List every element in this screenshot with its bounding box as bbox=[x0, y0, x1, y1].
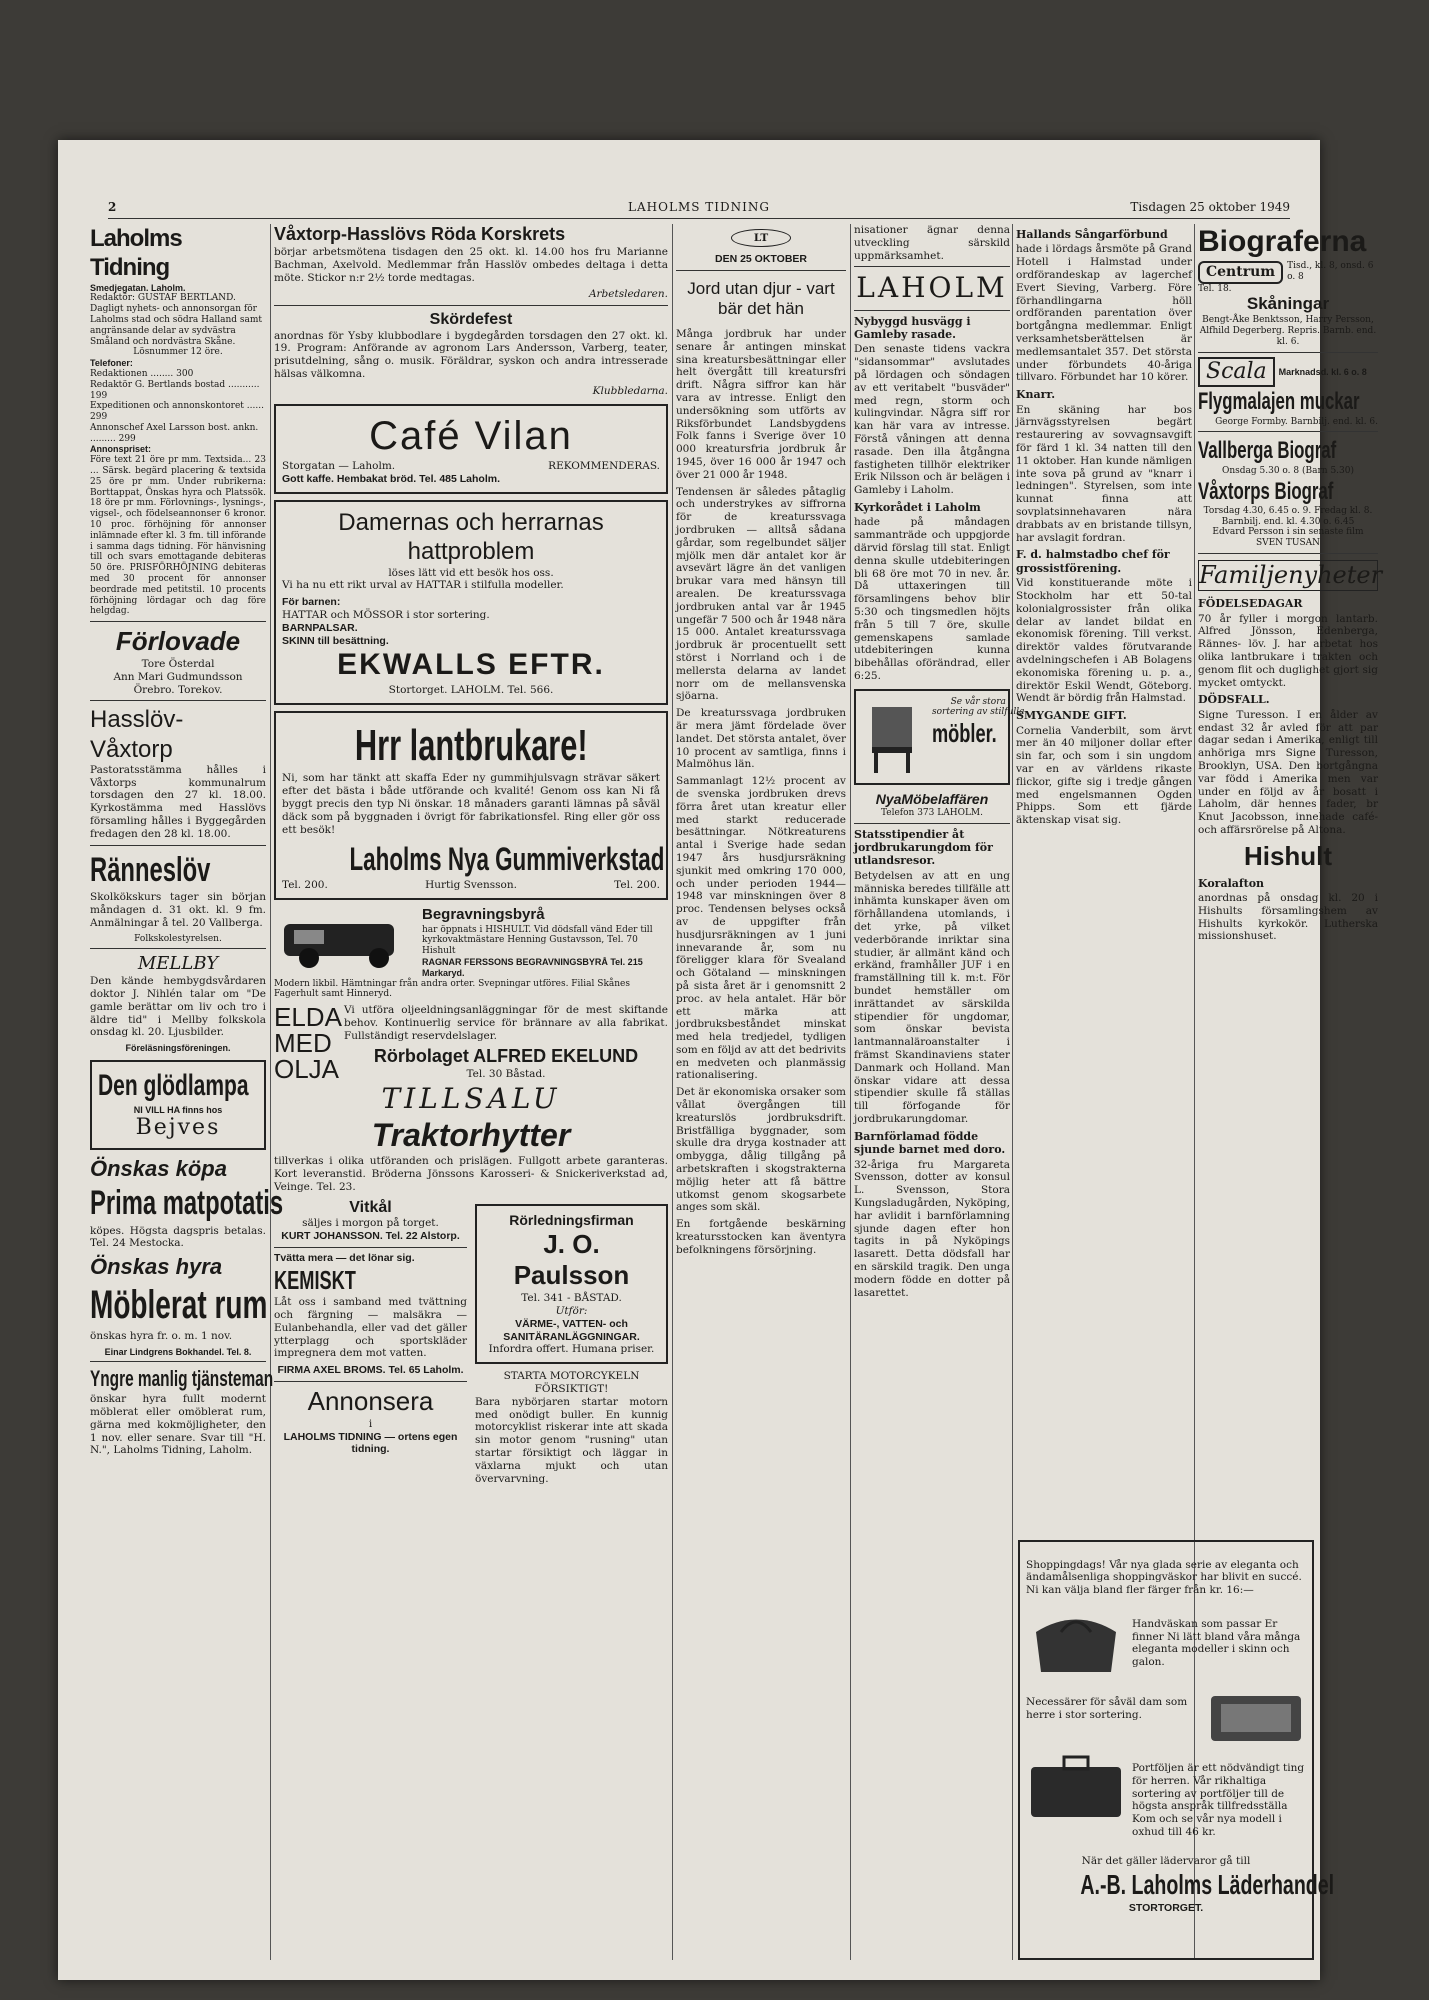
lt-logo: LT bbox=[731, 229, 791, 247]
column-3 bbox=[676, 224, 846, 1261]
family-heading: Familjenyheter bbox=[1198, 560, 1378, 591]
film-cast: George Formby. Barnbilj. end. kl. 6. bbox=[1215, 416, 1378, 427]
lt-date: DEN 25 OKTOBER bbox=[715, 252, 807, 265]
article-title: F. d. halmstadbo chef för grossistförening. bbox=[1016, 548, 1170, 575]
rent-sign: Einar Lindgrens Bokhandel. Tel. 8. bbox=[104, 1346, 252, 1357]
church-text: börjar arbetsmötena tisdagen den 25 okt. kl. 14.00 hos fru Marianne Bachman, Axelvold. Medlemmar från Hasslöv ombedes deltaga i detta möte. Stickor n:r 2½ torde medtagas. bbox=[274, 245, 668, 284]
column-5 bbox=[1016, 224, 1192, 831]
oil-shop: Rörbolaget ALFRED EKELUND bbox=[373, 1046, 639, 1067]
necessaire-text: Necessärer för såväl dam som herre i stor sortering. bbox=[1026, 1696, 1188, 1721]
hat-shop: EKWALLS EFTR. bbox=[337, 648, 605, 682]
pipe-tel: Tel. 341 - BÅSTAD. bbox=[521, 1292, 622, 1305]
lamp-text: NI VILL HA finns hos bbox=[133, 1104, 223, 1115]
mellby-text: Den kände hembygdsvårdaren doktor J. Nihlén talar om "De gamle berättar om liv och tro i äldre tid" i Mellby folkskola onsdag kl. 20. Ljusbilder. bbox=[90, 975, 266, 1039]
newspaper-page bbox=[58, 140, 1383, 1980]
ranneslov-sign: Folkskolestyrelsen. bbox=[134, 933, 222, 944]
church-title: Våxtorp-Hasslövs Röda Korskrets bbox=[274, 224, 566, 244]
continued-text: nisationer ägnar denna utveckling särskild uppmärksamhet. bbox=[854, 224, 1010, 262]
chair-icon bbox=[862, 697, 932, 777]
ranneslov-title: Ränneslöv bbox=[90, 850, 211, 889]
column-1 bbox=[90, 224, 284, 1461]
furniture-tel: Telefon 373 LAHOLM. bbox=[880, 807, 984, 818]
page-header bbox=[108, 200, 1290, 219]
ann-title: Annonsera bbox=[307, 1386, 434, 1417]
film-title: Flygmalajen muckar bbox=[1198, 388, 1360, 416]
paper-name: LAHOLMS TIDNING bbox=[628, 200, 770, 214]
oil-tel: Tel. 30 Båstad. bbox=[466, 1068, 546, 1081]
hearse-icon bbox=[274, 906, 414, 976]
harvest-title: Skördefest bbox=[429, 311, 513, 329]
article-title: Statsstipendier åt jordbrukarungdom för utlandsresor. bbox=[854, 827, 993, 868]
harvest-text: anordnas för Ysby klubbodlare i bygdegården torsdagen den 27 okt. kl. 19. Program: Anförande av agronom Lars Andersson, Varberg, teater, prisutdelning, sång o. musik. Föräldrar, syskon och andra intresserade hälsas välkomna. bbox=[274, 329, 668, 381]
vit-title: Vitkål bbox=[349, 1198, 392, 1216]
article-title: Knarr. bbox=[1016, 388, 1056, 402]
pipe-foot: Infordra offert. Humana priser. bbox=[488, 1343, 655, 1356]
engagement-name: Tore Österdal bbox=[141, 657, 215, 670]
cinema-time: Onsdag 5.30 o. 8 (Barn 5.30) bbox=[1221, 465, 1354, 476]
ann-shop: LAHOLMS TIDNING — ortens egen tidning. bbox=[283, 1430, 458, 1456]
cafe-line: Gott kaffe. Hembakat bröd. Tel. 485 Laholm. bbox=[282, 473, 501, 486]
article-text: hade på måndagen sammanträde och uppgjorde därvid förslag till stat. Enligt denna skulle utdebiteringen bli 68 öre mot 70 in nev. år. Då uttaxeringen till församlingens behov blir 5:30 och tingsmedlen höjts från 5 till 7 öre, skulle gemenskapens samlade utdebiteringen kunna bibehållas oförändrad, eller 6:25. bbox=[854, 516, 1010, 682]
article-para: Många jordbruk har under senare år antingen minskat sina kreatursbesättningar eller helt övergått till kreatursfri drift. Några siffror kan här vara av intresse. Enligt den undersökning som utförts av Riksförbundet Landsbygdens Folk fanns i Sverige över 10 000 kreatursfria jordbruk år 1945, över 16 000 år 1947 och över 21 000 år 1948. bbox=[676, 328, 846, 481]
hasslov-text: Pastoratsstämma hålles i Våxtorps kommunalrum torsdagen den 27 kl. 18.00. Kyrkostämma med Hasslövs församling hålles i Byggegården fredagen den 28 kl. 18.00. bbox=[90, 763, 266, 840]
vit-shop: KURT JOHANSSON. Tel. 22 Alstorp. bbox=[281, 1229, 460, 1242]
article-title: Kyrkorådet i Laholm bbox=[854, 500, 981, 514]
ann-sub: i bbox=[368, 1417, 373, 1430]
masthead: Laholms Tidning bbox=[90, 225, 182, 282]
portfolio-text: Portföljen är ett nödvändigt ting för herren. Vår rikhaltiga sortering av portföljer till de högsta anspråk tillfredsställa Kom och se vår nya modell i oxhud till 46 kr. bbox=[1132, 1762, 1305, 1839]
farm-title: Hrr lantbrukare! bbox=[354, 720, 588, 770]
issue-date: Tisdagen 25 oktober 1949 bbox=[1130, 200, 1290, 214]
column-4 bbox=[854, 224, 1025, 1303]
pipe-items: VÄRME-, VATTEN- och SANITÄRANLÄGGNINGAR. bbox=[503, 1317, 640, 1343]
ad-prices: Före text 21 öre pr mm. Textsida... 23 ... Särsk. begärd placering & textsida 25 öre pr mm. Under rubrikerna: Borttappat, Önskas hyra och Platssök. 18 öre pr mm. Förlovnings-, lysnings-, vigsel-, och födelseannonser 6 kronor. 10 proc. förhöjning för annonser inlämnade efter kl. 3 fm. till införande i samma dags tidning. För hänvisning till och svars emottagande debiteras 50 öre. PRISFÖRHÖJNING debiteras med 30 procent för annonser beordrade med petitstil. 10 procents förhöjning lördagar och dag före helgdag. bbox=[90, 455, 266, 617]
furniture-shop: NyaMöbelaffären bbox=[875, 790, 989, 807]
funeral-title: Begravningsbyrå bbox=[422, 906, 545, 924]
ranneslov-text: Skolkökskurs tager sin början måndagen d. 31 okt. kl. 9 fm. Anmälningar å tel. 20 Vallberga. bbox=[90, 891, 266, 929]
centrum-logo: Centrum bbox=[1198, 261, 1283, 284]
article-para: En fortgående beskärning kreatursstocken kan äventyra befolkningens försörjning. bbox=[676, 1218, 846, 1256]
article-text: Betydelsen av att en ung människa beredes tillfälle att inhämta kunskaper även om förhållandena utomlands, i det yrke, på vilket vederbörande inriktar sina studier, är allmänt känd och erkänd, framhåller JUF i en framställning till k. m:t. För bundet hemställer om inrättandet av särskilda stipendier för ungdomar, som önskar bevista lantmannaläroanstalter i främst Skandinaviens stater Danmark och Holland. Man önskar vidare att dessa stipendier skulle få ställas till förfogande för jordbrukarungdomar. bbox=[854, 869, 1010, 1125]
hat-title: Damernas och herrarnas hattproblem bbox=[338, 509, 604, 566]
case-icon bbox=[1206, 1686, 1306, 1746]
hishult-title: Hishult bbox=[1243, 840, 1333, 871]
article-title: DÖDSFALL. bbox=[1198, 693, 1270, 707]
cafe-recommend: REKOMMENDERAS. bbox=[548, 460, 660, 473]
section-laholm: LAHOLM bbox=[856, 271, 1008, 305]
article-title: Hallands Sångarförbund bbox=[1016, 228, 1168, 241]
leather-sub: STORTORGET. bbox=[1128, 1902, 1204, 1915]
farm-text: Ni, som har tänkt att skaffa Eder ny gummihjulsvagn strävar säkert efter det bästa i både utförande och kvalité! Genom oss kan Ni få byggt precis den typ Ni önskar. 18 månaders garanti lämnas på såväl däck som på byggnaden i övrigt för fabrikationsfel. Ring eller gör oss ett besök! bbox=[282, 772, 660, 836]
article-text: Signe Turesson. I en ålder av endast 32 år avled för att par dagar sedan i Amerika, enligt till anhöriga mrs Signe Turesson, Brooklyn, USA. Den bortgångna var född i Amerika men var under en följd av år bosatt i Laholm, där hennes fader, br Knut Jacobsson, innehade café- och affärsrörelse på Altona. bbox=[1198, 708, 1378, 837]
article-para: Tendensen är således påtaglig och understrykes av siffrorna för de kreaturssvaga jordbruken — alltså sådana gårdar, som regelbundet säljer mjölk men där antalet kor är avsevärt lägre än det vanligen brukar vara med hänsyn till arealen. De kreaturssvaga jordbruken antal var år 1945 ungefär 7 500 och år 1948 nära 15 000. Antalet kreaturssvaga jordbruk är procentuellt sett störst i Norrland och i de mellersta delarna av landet norr om de mellansvenska sjöarna. bbox=[676, 485, 846, 703]
engagement-place: Örebro. Torekov. bbox=[133, 683, 223, 696]
scala-days: Marknadsd. kl. 6 o. 8 bbox=[1278, 366, 1367, 377]
hat-foot: Stortorget. LAHOLM. Tel. 566. bbox=[388, 683, 554, 696]
young-title: Yngre manlig tjänsteman bbox=[90, 1366, 274, 1392]
young-text: önskar hyra fullt modernt möblerat eller omöblerat rum, gärna med kokmöjligheter, den 1 nov. eller senare. Svar till "H. N.", Laholms Tidning, Laholm. bbox=[90, 1393, 266, 1457]
hasslov-title: Hasslöv-Våxtorp bbox=[90, 706, 184, 763]
rent-big: Möblerat rum bbox=[90, 1282, 268, 1327]
wash-title: Tvätta mera — det lönar sig. bbox=[274, 1251, 415, 1264]
address: Smedjegatan. Laholm. bbox=[90, 282, 186, 293]
bio-title: Biograferna bbox=[1198, 225, 1367, 258]
farm-shop: Laholms Nya Gummiverkstad bbox=[349, 841, 665, 878]
centrum-tel: Tel. 18. bbox=[1198, 283, 1232, 294]
furniture-text: Se vår stora sortering av stilfulla bbox=[932, 696, 1025, 718]
sale-text: tillverkas i olika utföranden och prislägen. Fullgott arbete garanteras. Kort leveranstid. Bröderna Jönssons Karosseri- & Snickeriverkstad ad, Veinge. Tel. 23. bbox=[274, 1155, 668, 1193]
leather-shop: A.-B. Laholms Läderhandel bbox=[1080, 1869, 1335, 1901]
article-para: De kreaturssvaga jordbruken är mera jämt fördelade över landet. Det största antalet, över 10 procent av samtliga, finns i Malmöhus län. bbox=[676, 707, 847, 771]
pipe-sub: Utför: bbox=[555, 1304, 588, 1317]
mellby-title: MELLBY bbox=[137, 953, 219, 975]
oil-word: OLJA bbox=[274, 1054, 340, 1085]
film-cast: Bengt-Åke Benktsson, Harry Persson, Alfhild Degerberg. Repris. Barnb. end. kl. 6. bbox=[1199, 315, 1377, 347]
engagement-title: Förlovade bbox=[115, 626, 241, 657]
farm-owner: Hurtig Svensson. bbox=[425, 879, 517, 892]
article-text: Den senaste tidens vackra "sidansommar" avslutades på lördagen och söndagen av ett veritabelt "busväder" med regn, storm och kulingvindar. Några siff ror kan här vara av intresse. Förstå våningen att denna rasade. Den illa åtgångna fastigheten tillhör elektriker Erik Nilsson och är belägen i Gamleby i Laholm. bbox=[854, 343, 1010, 497]
vit-text: säljes i morgon på torget. bbox=[302, 1217, 439, 1230]
harvest-sign: Klubbledarna. bbox=[592, 384, 668, 397]
article-title: Koralafton bbox=[1198, 876, 1265, 890]
church-sign: Arbetsledaren. bbox=[588, 288, 668, 301]
article-text: 32-åriga fru Margareta Svensson, dotter av konsul L. Svensson, Stora Kungsladugården, Nyköping, har avlidit i barnförlamning sjunde dagen efter hon tagits in på Nyköpings lasarett. Detta dödsfall har en särskild tragik. Den unga modern födde en dotter på lasarettet. bbox=[854, 1158, 1010, 1299]
rent-title: Önskas hyra bbox=[90, 1254, 223, 1280]
engagement-name: Ann Mari Gudmundsson bbox=[113, 670, 243, 683]
phones-heading: Telefoner: bbox=[90, 358, 133, 369]
article-title: Nybyggd husvägg i Gamleby rasade. bbox=[854, 314, 971, 341]
centrum-days: Tisd., kl. 8, onsd. 6 o. 8 bbox=[1287, 261, 1374, 283]
cinema-vallberga: Vallberga Biograf bbox=[1198, 437, 1337, 465]
wash-shop: FIRMA AXEL BROMS. Tel. 65 Laholm. bbox=[277, 1364, 464, 1377]
farm-tel: Tel. 200. bbox=[614, 879, 660, 892]
hat-text: Vi ha nu ett rikt urval av HATTAR i stilfulla modeller. bbox=[282, 579, 564, 592]
mellby-sign: Föreläsningsföreningen. bbox=[125, 1043, 231, 1054]
film-title: Skåningar bbox=[1246, 294, 1330, 314]
briefcase-icon bbox=[1026, 1752, 1126, 1822]
moto-title: STARTA MOTORCYKELN FÖRSIKTIGT! bbox=[503, 1370, 640, 1395]
oil-text: Vi utföra oljeeldningsanläggningar för de mest skiftande behov. Kontinuerlig service för brännare av alla fabrikat. Fullständigt reservdelslager. bbox=[344, 1004, 668, 1042]
funeral-car: Modern likbil. Hämtningar från andra orter. Svepningar utföres. Filial Skånes Fagerhult samt Hinneryd. bbox=[274, 978, 631, 1000]
phone-line: Annonschef Axel Larsson bost. ankn. ......... 299 bbox=[90, 422, 259, 444]
column-6 bbox=[1198, 224, 1383, 947]
article-text: Vid konstituerande möte i Stockholm har ett 50-tal kolonialgrossister från olika delar av landet bildat en ekonomisk förening. Till verkst. direktör valdes förutvarande avdelningschefen i AB Bolagens ekonomiska förening u. p. a., direktör Eskil Wendt, Göteborg. Wendt är bördig från Halmstad. bbox=[1016, 577, 1192, 705]
wash-text: Låt oss i samband med tvättning och färgning — malsäkra — Eulanbehandla, eller vad det gäller ytterplagg och sportskläder impregnera dem mot vatten. bbox=[274, 1296, 467, 1360]
lamp-title: Den glödlampa bbox=[98, 1069, 249, 1103]
phone-line: Redaktör G. Bertlands bostad ........... 199 bbox=[90, 379, 260, 401]
article-head: Jord utan djur - vart bär det hän bbox=[687, 278, 835, 319]
sale-title: TILLSALU bbox=[381, 1082, 561, 1116]
article-para: Sammanlagt 12½ procent av de svenska jordbruken drevs förra året utan kreatur eller med starkt reducerade besättningar. Nötkreaturens antal i Sverige hade sedan 1947 års husdjursräkning sjunkit med omkring 170 000, och under perioden 1944—1948 var minskningen över 8 proc. Tendensen belyses också av de uppgifter från husdjursräkningen av 1 juni innevarande år, som nu föreligger klara för Svealand och Götaland — minskningen på sista året är i genomsnitt 2 proc. av hela antalet. Här bör ett märka att jordbruksbeståndet minskat med hela tredjedel, tydligen som en följd av att det bedrivits en medveten och planmässig rationalisering. bbox=[676, 775, 846, 1082]
cinema-film: Edvard Persson i sin senaste film SVEN TUSAN bbox=[1212, 527, 1364, 549]
cinema-time: Torsdag 4.30, 6.45 o. 9. Fredag kl. 8. Barnbilj. end. kl. 4.30 o. 6.45 bbox=[1203, 505, 1373, 527]
scala-logo: Scala bbox=[1198, 357, 1275, 388]
cafe-title: Café Vilan bbox=[369, 413, 573, 458]
rent-text: önskas hyra fr. o. m. 1 nov. bbox=[90, 1329, 233, 1342]
page-number: 2 bbox=[108, 200, 117, 214]
hat-item: HATTAR och MÖSSOR i stor sortering. bbox=[282, 608, 490, 621]
funeral-text: har öppnats i HISHULT. Vid dödsfall vänd Eder till kyrkovaktmästare Henning Gustavsson, Tel. 70 Hishult bbox=[422, 924, 653, 957]
price: Lösnummer 12 öre. bbox=[133, 347, 223, 358]
buy-text: köpes. Högsta dagspris betalas. Tel. 24 Mestocka. bbox=[90, 1224, 266, 1250]
funeral-shop: RAGNAR FERSSONS BEGRAVNINGSBYRÅ Tel. 215 Markaryd. bbox=[422, 956, 643, 978]
article-text: En skäning har bos järnvägsstyrelsen begärt restaurering av sovvagnsavgift för färd 1 kl. 34 natten till den 11 oktober. Han kunde nämligen inte sova på grund av "knarr i ledningen". Styrelsen, som inte kunnat finna att sovplatsinnehavaren nära drabbats av en bristande tillsyn, har avslagit fordran. bbox=[1016, 403, 1192, 544]
oil-word: ELDA bbox=[274, 1002, 342, 1033]
article-title: Barnförlamad födde sjunde barnet med doro. bbox=[854, 1129, 1006, 1157]
paper-info: Redaktör: GUSTAF BERTLAND. Dagligt nyhets- och annonsorgan för Laholms stad och södra Halland samt angränsande delar av sydvästra Småland och nordvästra Skåne. bbox=[90, 293, 263, 347]
buy-title: Önskas köpa bbox=[90, 1156, 227, 1182]
article-text: 70 år fyller i morgon lantarb. Alfred Jönsson, Edenberga, Rännes- löv. J. har arbetat hos olika lantbrukare i trakten och genom flit och duglighet gjort sig mycket omtyckt. bbox=[1198, 612, 1378, 689]
article-text: Cornelia Vanderbilt, som ärvt mer än 40 miljoner dollar efter sin far, och som i sin ungdom var en av världens rikaste flickor, gifte sig i tredje gången med engelsmannen Ogden Phipps. Som ett fjärde äktenskap visat sig. bbox=[1016, 724, 1192, 827]
hat-item: BARNPALSAR. bbox=[282, 621, 358, 634]
shop-text: Shoppingdags! Vår nya glada serie av eleganta och ändamålsenliga shoppingväskor har blivit en succé. Ni kan välja bland fler färger från kr. 16:— bbox=[1026, 1558, 1302, 1597]
hat-item: SKINN till besättning. bbox=[282, 634, 389, 647]
article-title: SMYGANDE GIFT. bbox=[1016, 709, 1127, 723]
cinema-vaxtorp: Våxtorps Biograf bbox=[1198, 477, 1334, 505]
prices-heading: Annonspriset: bbox=[90, 444, 152, 455]
article-text: anordnas på onsdag kl. 20 i Hishults församlingshem av Hishults kyrkokör. Lutherska missionshuset. bbox=[1198, 891, 1378, 943]
phone-line: Redaktionen ........ 300 bbox=[90, 368, 194, 379]
article-title: FÖDELSEDAGAR bbox=[1198, 597, 1303, 611]
hat-kids: För barnen: bbox=[282, 596, 341, 609]
article-text: hade i lördags årsmöte på Grand Hotell i Halmstad under ordförandeskap av lagerchef Evert Sieving, Varberg. Före förhandlingarna höll ordföranden parentation över bortgångna medlemmar. Enligt verksamhetsberättelsen är medlemsantalet 357. Det största under förbundets 40-åriga tillvaro. Förbundet har 10 körer. bbox=[1016, 243, 1192, 384]
farm-tel: Tel. 200. bbox=[282, 879, 328, 892]
handbag-icon bbox=[1026, 1607, 1126, 1677]
buy-big: Prima matpotatis bbox=[90, 1184, 284, 1223]
pipe-big: J. O. Paulsson bbox=[513, 1228, 630, 1291]
bag-text: Handväskan som passar Er finner Ni lätt bland våra många eleganta modeller i skinn och galon. bbox=[1132, 1617, 1301, 1669]
lamp-shop: Bejves bbox=[135, 1115, 221, 1141]
pipe-title: Rörledningsfirman bbox=[509, 1211, 634, 1228]
leather-ad bbox=[1018, 1540, 1335, 1960]
cafe-address: Storgatan — Laholm. bbox=[282, 460, 396, 473]
oil-word: MED bbox=[274, 1028, 332, 1059]
moto-text: Bara nybörjaren startar motorn med onödigt buller. En kunnig motorcyklist riskerar inte att skada sin motor genom "rusning" utan startar försiktigt och läggar in växlarna mjukt och utan övervarvning. bbox=[475, 1395, 668, 1485]
portfolio-foot: När det gäller lädervaror gå till bbox=[1081, 1855, 1251, 1868]
phone-line: Expeditionen och annonskontoret ...... 299 bbox=[90, 401, 264, 423]
furniture-big: möbler. bbox=[932, 718, 997, 749]
column-2 bbox=[274, 224, 668, 1489]
article-para: Det är ekonomiska orsaker som vållat övergången till kreaturslös jordbruksdrift. Bristfälliga byggnader, som skulle dra dryga kostnader att ombygga, dålig tillgång på arbetskraften i skogstrakterna möjlig heter att få bättre utkomst genom skogsarbete anges som skäl. bbox=[676, 1086, 846, 1214]
wash-big: KEMISKT bbox=[274, 1264, 356, 1295]
sale-big: Traktorhytter bbox=[371, 1117, 571, 1154]
hat-sub: löses lätt vid ett besök hos oss. bbox=[388, 566, 554, 579]
